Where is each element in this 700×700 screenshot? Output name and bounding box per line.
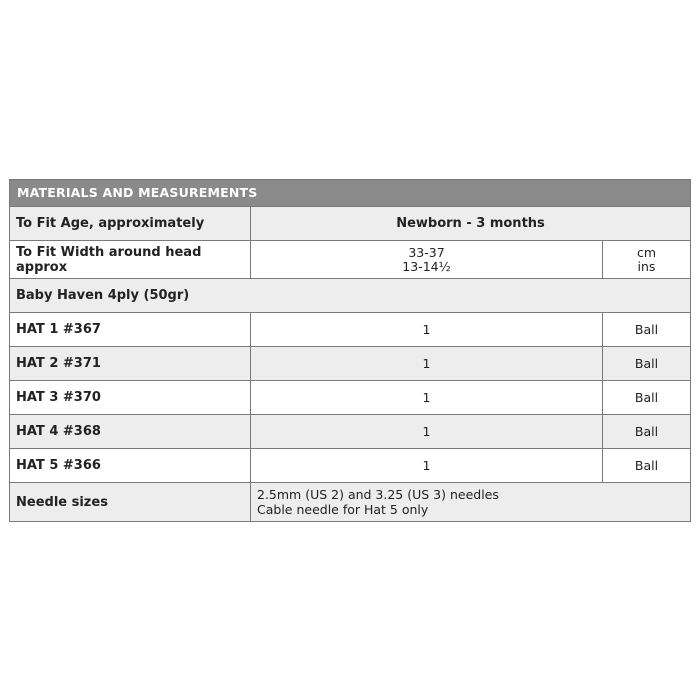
- hat-qty: 1: [251, 449, 603, 482]
- hat-label: HAT 4 #368: [10, 415, 251, 448]
- age-value: Newborn - 3 months: [396, 216, 545, 231]
- hat-unit: Ball: [634, 458, 659, 473]
- unit-cm: cm: [636, 244, 657, 260]
- width-values: [251, 241, 603, 278]
- hat-qty: 1: [251, 381, 603, 414]
- materials-table: [9, 179, 691, 522]
- hat-label: HAT 1 #367: [10, 313, 251, 346]
- unit-ins: ins: [637, 258, 656, 274]
- needles-line-1: 2.5mm (US 2) and 3.25 (US 3) needles: [257, 487, 499, 502]
- hat-label: HAT 2 #371: [10, 347, 251, 380]
- needles-label: Needle sizes: [10, 483, 251, 521]
- table-row: [10, 415, 690, 449]
- table-row: [10, 347, 690, 381]
- width-units: [603, 241, 690, 278]
- needles-line-2: Cable needle for Hat 5 only: [257, 502, 429, 517]
- width-label: To Fit Width around head approx: [10, 241, 251, 278]
- hat-qty: 1: [251, 347, 603, 380]
- hat-unit: Ball: [634, 390, 659, 405]
- width-ins-value: 13-14½: [402, 258, 451, 274]
- age-label: To Fit Age, approximately: [10, 207, 251, 240]
- hat-unit: Ball: [634, 322, 659, 337]
- hat-unit: Ball: [634, 356, 659, 371]
- age-row: [10, 207, 690, 241]
- width-cm-value: 33-37: [408, 244, 445, 260]
- hat-unit: Ball: [634, 424, 659, 439]
- yarn-label: Baby Haven 4ply (50gr): [16, 288, 190, 303]
- hat-qty: 1: [251, 313, 603, 346]
- table-row: [10, 313, 690, 347]
- table-title: MATERIALS AND MEASUREMENTS: [10, 180, 690, 207]
- table-row: [10, 381, 690, 415]
- hat-label: HAT 3 #370: [10, 381, 251, 414]
- needles-values: [251, 483, 690, 521]
- yarn-row: [10, 279, 690, 313]
- hat-label: HAT 5 #366: [10, 449, 251, 482]
- needles-row: [10, 483, 690, 521]
- hat-qty: 1: [251, 415, 603, 448]
- width-row: [10, 241, 690, 279]
- table-row: [10, 449, 690, 483]
